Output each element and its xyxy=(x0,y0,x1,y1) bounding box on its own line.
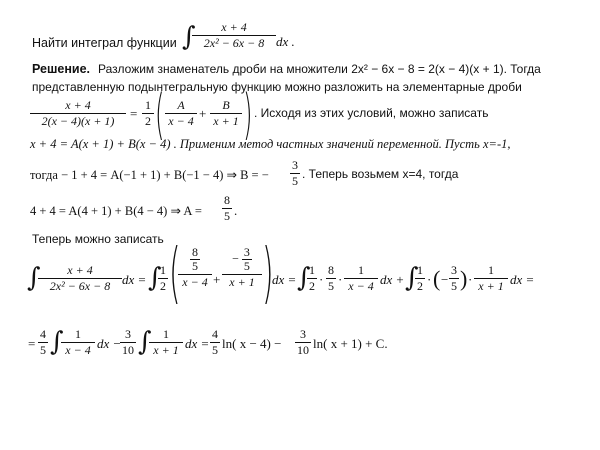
fraction-numerator: 4 xyxy=(40,327,46,341)
fraction-denominator: 5 xyxy=(192,259,198,273)
half-fraction xyxy=(415,264,425,293)
dx-minus: dx − xyxy=(97,336,122,351)
right-paren: ) xyxy=(262,234,274,311)
fraction-numerator: 1 xyxy=(160,263,166,277)
half-fraction xyxy=(158,264,168,293)
fraction-denominator: x − 4 xyxy=(348,279,374,293)
integral-sign: ∫ xyxy=(297,263,311,293)
task-integrand xyxy=(192,21,276,50)
integrand-fraction xyxy=(38,264,122,293)
fraction-numerator: 3 xyxy=(292,158,298,172)
fraction-denominator: x − 4 xyxy=(182,275,208,289)
fraction-numerator: 3 xyxy=(243,245,250,259)
solution-text-3: . Исходя из этих условий, можно записать xyxy=(254,106,489,120)
now-write-text: Теперь можно записать xyxy=(32,232,164,246)
fraction-denominator: x + 1 xyxy=(153,343,179,357)
fraction-denominator: x + 1 xyxy=(478,279,504,293)
fraction-numerator: 8 xyxy=(328,263,334,277)
fraction-denominator: x − 4 xyxy=(65,343,91,357)
fraction-denominator: 5 xyxy=(243,259,250,273)
fraction-numerator: 3 xyxy=(125,327,131,341)
fraction-denominator: 5 xyxy=(451,279,457,293)
fraction-denominator: 5 xyxy=(212,343,218,357)
dot: · xyxy=(319,272,324,287)
eight-fifths-over xyxy=(178,246,212,289)
equals-sign: = xyxy=(130,106,138,121)
dx-equals: dx = xyxy=(122,272,147,287)
task-dx: dx . xyxy=(276,34,295,49)
one-over-xp1 xyxy=(149,328,183,357)
one-over-xp1 xyxy=(474,264,508,293)
dx-equals: dx = xyxy=(272,272,297,287)
decomp-lhs xyxy=(30,99,126,128)
fraction-numerator: 1 xyxy=(145,98,151,112)
half-fraction xyxy=(142,99,154,128)
task-text: Найти интеграл функции xyxy=(32,36,177,50)
fraction-denominator: 5 xyxy=(224,209,230,223)
fraction-denominator: 2(x − 4)(x + 1) xyxy=(41,114,115,128)
b-value-fraction xyxy=(290,159,300,188)
eight-fifths xyxy=(326,264,336,293)
fraction-numerator: 1 xyxy=(163,327,169,341)
one-over-xm4 xyxy=(61,328,95,357)
fraction-numerator: x + 4 xyxy=(67,263,93,277)
left-paren: ( xyxy=(169,234,181,311)
minus-sign: − xyxy=(441,272,449,287)
solution-text-1: Разложим знаменатель дроби на множители 2x² − 6x − 8 = 2(x − 4)(x + 1). Тогда xyxy=(98,62,541,76)
log-term-1: ln( x − 4) − xyxy=(222,336,282,351)
right-paren: ) xyxy=(460,266,468,291)
three-fifths xyxy=(449,264,459,293)
identity-line: x + 4 = A(x + 1) + B(x − 4) . Применим метод частных значений переменной. Пусть x=-1, xyxy=(30,137,511,151)
fraction-numerator: 8 xyxy=(224,193,230,207)
plus-sign: + xyxy=(199,106,207,121)
fraction-numerator: 1 xyxy=(417,263,423,277)
integral-sign: ∫ xyxy=(27,263,41,293)
coef-fraction xyxy=(295,328,311,357)
minus-sign: − xyxy=(232,251,239,266)
fraction-numerator: 1 xyxy=(358,263,364,277)
left-paren: ( xyxy=(155,83,165,146)
fraction-denominator: 2 xyxy=(417,279,423,293)
fraction-denominator: 5 xyxy=(292,174,298,188)
three-fifths-over xyxy=(222,246,262,289)
one-over-xm4 xyxy=(344,264,378,293)
a-fraction xyxy=(165,99,197,128)
dx-equals: dx = xyxy=(510,272,535,287)
integral-sign: ∫ xyxy=(148,263,162,293)
dot: · xyxy=(427,272,432,287)
dot: · xyxy=(338,272,343,287)
fraction-numerator: 4 xyxy=(212,327,218,341)
fraction-denominator: 5 xyxy=(40,343,46,357)
fraction-denominator: 2 xyxy=(145,114,151,128)
fraction-numerator: 8 xyxy=(192,245,198,259)
substitution-text: . Теперь возьмем x=4, тогда xyxy=(302,167,459,181)
left-paren: ( xyxy=(433,266,441,291)
solution-label: Решение. xyxy=(32,62,91,76)
fraction-numerator: 1 xyxy=(309,263,315,277)
integral-sign: ∫ xyxy=(405,263,419,293)
fraction-denominator: 5 xyxy=(328,279,334,293)
plus-sign: + xyxy=(213,272,221,287)
solution-text-2: представленную подынтегральную функцию можно разложить на элементарные дроби xyxy=(32,80,522,94)
fraction-denominator: x − 4 xyxy=(168,114,194,128)
fraction-denominator: 10 xyxy=(122,343,134,357)
substitution-line-2: 4 + 4 = A(4 + 1) + B(4 − 4) ⇒ A = xyxy=(30,204,202,218)
right-paren: ) xyxy=(243,83,253,146)
fraction-denominator: 2x² − 6x − 8 xyxy=(203,36,265,50)
fraction-numerator: x + 4 xyxy=(65,98,91,112)
half-fraction xyxy=(307,264,317,293)
fraction-denominator: x + 1 xyxy=(213,114,239,128)
period: . xyxy=(234,203,238,218)
fraction-denominator: 2 xyxy=(309,279,315,293)
fraction-denominator: 2 xyxy=(160,279,166,293)
fraction-denominator: 2x² − 6x − 8 xyxy=(49,279,111,293)
fraction-numerator: 1 xyxy=(488,263,494,277)
log-term-2: ln( x + 1) + C. xyxy=(313,336,388,351)
fraction-numerator: 1 xyxy=(75,327,81,341)
integral-sign: ∫ xyxy=(182,22,196,52)
coef-fraction xyxy=(210,328,220,357)
fraction-numerator: B xyxy=(222,98,230,112)
fraction-numerator: 3 xyxy=(451,263,457,277)
dx-equals: dx = xyxy=(185,336,210,351)
fraction-numerator: A xyxy=(177,98,185,112)
dx-plus: dx + xyxy=(380,272,405,287)
b-fraction xyxy=(210,99,242,128)
fraction-denominator: x + 1 xyxy=(229,275,255,289)
substitution-line-1: тогда − 1 + 4 = A(−1 + 1) + B(−1 − 4) ⇒ B = − xyxy=(30,168,269,182)
fraction-denominator: 10 xyxy=(297,343,309,357)
coef-fraction xyxy=(120,328,136,357)
fraction-numerator: x + 4 xyxy=(221,20,247,34)
integral-sign: ∫ xyxy=(138,327,152,357)
coef-fraction xyxy=(38,328,48,357)
fraction-numerator: 3 xyxy=(300,327,306,341)
equals-sign: = xyxy=(28,336,36,351)
integral-sign: ∫ xyxy=(50,327,64,357)
a-value-fraction xyxy=(222,194,232,223)
dot: · xyxy=(468,272,473,287)
